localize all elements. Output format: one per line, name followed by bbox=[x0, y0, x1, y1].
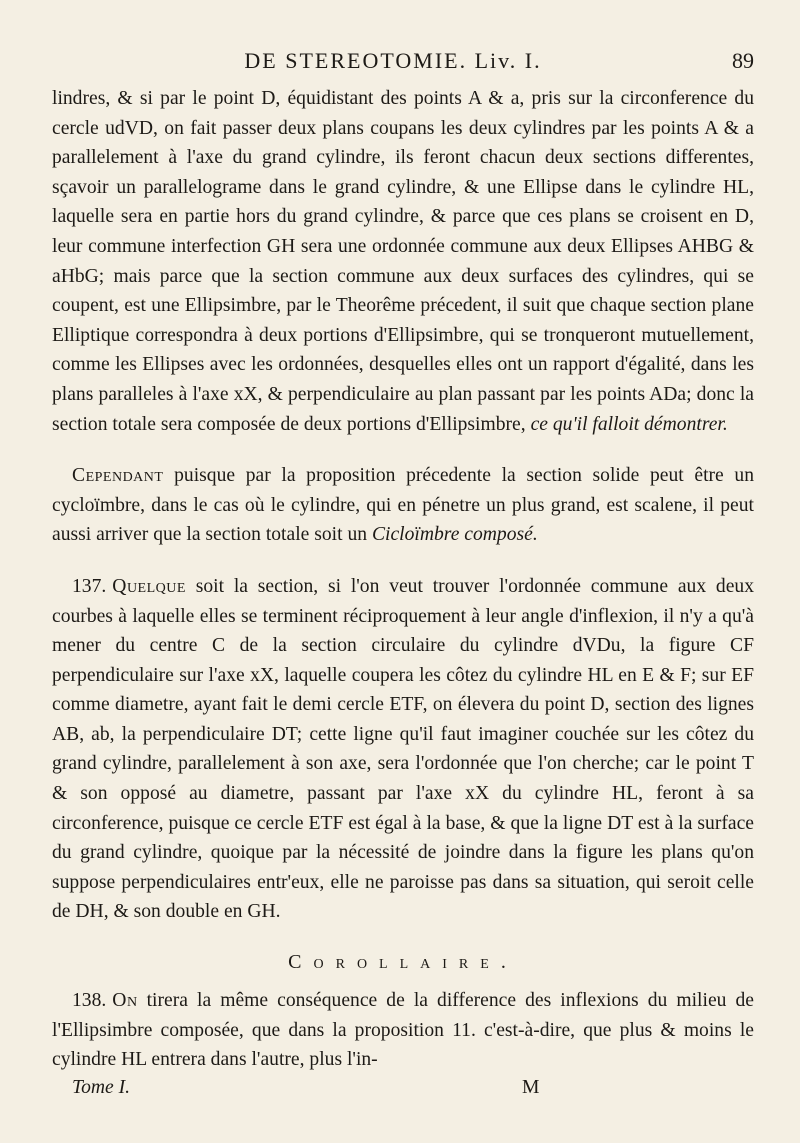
gathering-signature: M bbox=[522, 1076, 540, 1098]
paragraph-138 bbox=[52, 986, 754, 1075]
paragraph-1-text: lindres, & si par le point D, équidistant des points A & a, pris sur la circonference du cercle udVD, on fait passer deux plans coupans les deux cylindres par les points A & a parallelement à l'axe du grand cylindre, ils feront chacun deux sections differentes, sçavoir un parallelograme dans le grand cylindre, & une Ellipse dans le cylindre HL, laquelle sera en partie hors du grand cylindre, & parce que ces plans se croisent en D, leur commune interfection GH sera une ordonnée commune aux deux Ellipses AHBG & aHbG; mais parce que la section commune aux deux surfaces des cylindres, qui se coupent, est une Ellipsimbre, par le Theorême précedent, il suit que chaque section plane Elliptique correspondra à deux portions d'Ellipsimbre, qui se tronqueront mutuellement, comme les Ellipses avec les ordonnées, desquelles elles ont un rapport d'égalité, dans les plans paralleles à l'axe xX, & perpendiculaire au plan passant par les points ADa; donc la section totale sera composée de deux portions d'Ellipsimbre, bbox=[52, 88, 754, 435]
paragraph-2-lead: Cependant bbox=[72, 465, 164, 487]
paragraph-137 bbox=[52, 572, 754, 927]
paragraph-137-text: soit la section, si l'on veut trouver l'ordonnée commune aux deux courbes à laquelle elles se terminent réciproquement à leur angle d'inflexion, il n'y a qu'à mener du centre C de la section circulaire du cylindre dVDu, la figure CF perpendiculaire sur l'axe xX, laquelle coupera les côtez du cylindre HL en E & F; sur EF comme diametre, ayant fait le demi cercle ETF, on élevera du point D, section des lignes AB, ab, la perpendiculaire DT; cette ligne qu'il faut imaginer couchée sur les côtez du grand cylindre, parallelement à son axe, sera l'ordonnée que l'on cherche; car le point T & son opposé au diametre, passant par l'axe xX du cylindre HL, feront à sa circonference, puisque ce cercle ETF est égal à la base, & que la ligne DT est à la surface du grand cylindre, quoique par la nécessité de joindre dans la figure les plans qu'on suppose perpendiculaires entr'eux, elle ne paroisse pas dans sa situation, qui seroit celle de DH, & son double en GH. bbox=[52, 575, 754, 923]
paragraph-1 bbox=[52, 84, 754, 439]
running-head: DE STEREOTOMIE. Liv. I. bbox=[244, 48, 542, 73]
paragraph-138-text: tirera la même conséquence de la difference des inflexions du milieu de l'Ellipsimbre composée, que dans la proposition 11. c'est-à-dire, que plus & moins le cylindre HL entrera dans l'autre, plus l'in- bbox=[52, 990, 754, 1071]
page-header bbox=[52, 48, 754, 78]
page-number: 89 bbox=[732, 48, 754, 73]
paragraph-2-term: Cicloïmbre composé. bbox=[371, 524, 538, 546]
paragraph-2 bbox=[52, 461, 754, 550]
paragraph-2-text: puisque par la proposition précedente la section solide peut être un cycloïmbre, dans le cas où le cylindre, qui en pénetre un plus grand, est scalene, il peut aussi arriver que la section totale soit un bbox=[52, 465, 754, 546]
corollaire-heading: Corollaire. bbox=[288, 951, 518, 974]
article-number-137: 137. bbox=[72, 575, 107, 597]
paragraph-137-lead: Quelque bbox=[112, 575, 186, 597]
paragraph-138-lead: On bbox=[112, 990, 138, 1012]
article-number-138: 138. bbox=[72, 990, 107, 1012]
paragraph-1-conclusion: ce qu'il falloit démontrer. bbox=[530, 413, 728, 435]
page-footer bbox=[52, 1075, 754, 1101]
volume-signature: Tome I. bbox=[72, 1076, 131, 1098]
